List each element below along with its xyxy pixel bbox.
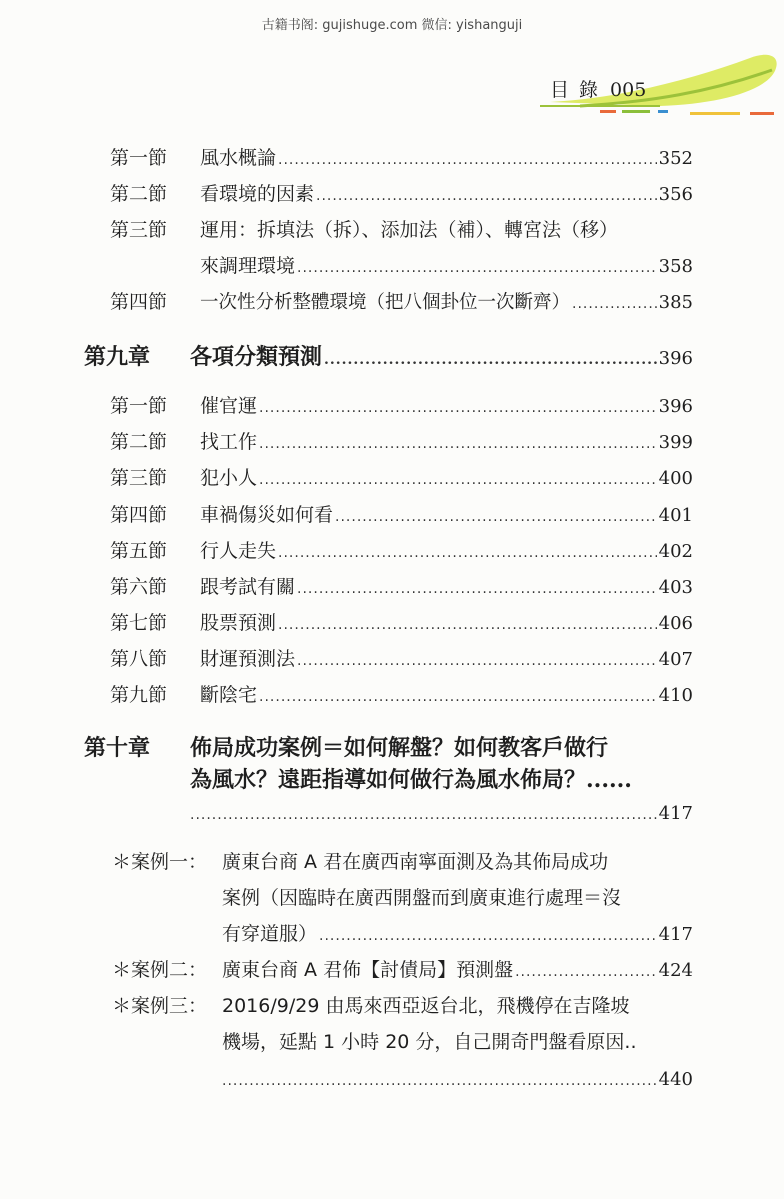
case-title-line1: 廣東台商 A 君在廣西南寧面測及為其佈局成功 (222, 851, 609, 873)
toc-entry[interactable] (110, 466, 693, 492)
section-title-line1: 運用：拆填法（拆）、添加法（補）、轉宮法（移） (200, 219, 619, 241)
watermark: 古籍书阁: gujishuge.com 微信: yishanguji (261, 18, 523, 33)
page-number: 385 (658, 292, 693, 313)
dot-leader (278, 148, 657, 172)
section-label: 第六節 (110, 576, 168, 598)
chapter-title: 各項分類預測 (190, 344, 323, 370)
chapter-title-line2: 為風水？遠距指導如何做行為風水佈局？...... (190, 767, 632, 793)
case-title-line1: 2016/9/29 由馬來西亞返台北，飛機停在吉隆坡 (222, 995, 630, 1017)
section-title: 犯小人 (200, 467, 258, 489)
page-number: 406 (658, 613, 693, 634)
toc-entry[interactable] (110, 683, 693, 709)
section-label: 第一節 (110, 395, 168, 417)
toc-entry-continuation[interactable] (222, 922, 693, 948)
page-number: 410 (658, 685, 693, 706)
section-title: 斷陰宅 (200, 684, 258, 706)
page-number: 356 (658, 184, 693, 205)
chapter-entry[interactable] (84, 345, 693, 372)
dot-leader (259, 468, 657, 492)
section-title: 一次性分析整體環境（把八個卦位一次斷齊） (200, 292, 571, 313)
section-label: 第七節 (110, 612, 168, 634)
page-header (550, 75, 646, 102)
dot-leader (515, 960, 657, 984)
dot-leader (316, 184, 657, 208)
dot-leader (324, 348, 657, 372)
page-number: 352 (658, 148, 693, 169)
toc-entry[interactable] (110, 182, 693, 208)
toc-entry-multiline[interactable] (110, 218, 618, 242)
toc-entry[interactable] (110, 539, 693, 565)
chapter-entry[interactable] (84, 736, 608, 760)
section-label: 第一節 (110, 147, 168, 169)
case-title-line3: 有穿道服） (222, 923, 318, 945)
chapter-label: 第九章 (84, 344, 151, 370)
dot-leader (190, 803, 657, 827)
dot-leader (319, 924, 657, 948)
toc-entry-continuation[interactable] (222, 1068, 693, 1093)
header-page-number: 005 (610, 79, 647, 101)
page-number: 403 (658, 577, 693, 598)
dot-leader (572, 292, 657, 316)
section-title: 看環境的因素 (200, 183, 315, 205)
toc-entry[interactable] (110, 290, 693, 316)
chapter-label: 第十章 (84, 735, 151, 761)
page-number: 396 (658, 348, 693, 369)
page-number: 424 (658, 960, 693, 981)
toc-entry[interactable] (110, 611, 693, 637)
section-title: 財運預測法 (200, 648, 296, 670)
toc-entry[interactable] (110, 503, 693, 529)
page-number: 440 (658, 1069, 693, 1090)
page-number: 399 (658, 432, 693, 453)
dot-leader (278, 541, 657, 565)
section-label: 第三節 (110, 219, 168, 241)
case-label: ＊案例一： (112, 851, 208, 873)
toc-entry[interactable] (110, 647, 693, 673)
section-title: 股票預測 (200, 612, 277, 634)
dot-leader (297, 577, 657, 601)
toc-entry[interactable] (110, 394, 693, 420)
section-title: 車禍傷災如何看 (200, 504, 334, 526)
page-number: 402 (658, 541, 693, 562)
dot-leader (259, 432, 657, 456)
section-title: 行人走失 (200, 540, 277, 562)
section-title: 風水概論 (200, 147, 277, 169)
case-label: ＊案例三： (112, 995, 208, 1017)
dot-leader (297, 256, 657, 280)
section-title-line2: 來調理環境 (200, 255, 296, 277)
section-label: 第五節 (110, 540, 168, 562)
section-label: 第三節 (110, 467, 168, 489)
case-title-line2: 案例（因臨時在廣西開盤而到廣東進行處理＝沒 (222, 887, 622, 909)
dot-leader (297, 649, 657, 673)
page-number: 401 (658, 505, 693, 526)
page-number: 358 (658, 256, 693, 277)
header-title: 目 錄 (550, 79, 601, 101)
toc-entry-continuation[interactable] (190, 802, 693, 827)
toc-entry-continuation[interactable] (200, 254, 693, 280)
section-label: 第四節 (110, 291, 168, 313)
page-number: 417 (658, 803, 693, 824)
dot-leader (278, 613, 657, 637)
page-number: 396 (658, 396, 693, 417)
chapter-title-line1: 佈局成功案例＝如何解盤？如何教客戶做行 (190, 735, 609, 761)
dot-leader (259, 396, 657, 420)
section-label: 第二節 (110, 431, 168, 453)
section-title: 找工作 (200, 431, 258, 453)
section-title: 跟考試有關 (200, 576, 296, 598)
case-title: 廣東台商 A 君佈【討債局】預測盤 (222, 959, 514, 981)
case-entry[interactable] (112, 994, 629, 1018)
section-label: 第九節 (110, 684, 168, 706)
case-title-line2: 機場，延點 1 小時 20 分，自己開奇門盤看原因.. (222, 1031, 637, 1053)
toc-entry[interactable] (110, 146, 693, 172)
dot-leader (335, 505, 657, 529)
case-entry[interactable] (112, 958, 693, 984)
case-label: ＊案例二： (112, 959, 208, 981)
dot-leader (222, 1069, 657, 1093)
toc-entry[interactable] (110, 430, 693, 456)
section-title: 催官運 (200, 395, 258, 417)
dot-leader (259, 685, 657, 709)
page-number: 407 (658, 649, 693, 670)
page-number: 417 (658, 924, 693, 945)
case-entry[interactable] (112, 850, 608, 874)
page-number: 400 (658, 468, 693, 489)
section-label: 第四節 (110, 504, 168, 526)
section-label: 第八節 (110, 648, 168, 670)
section-label: 第二節 (110, 183, 168, 205)
toc-entry[interactable] (110, 575, 693, 601)
